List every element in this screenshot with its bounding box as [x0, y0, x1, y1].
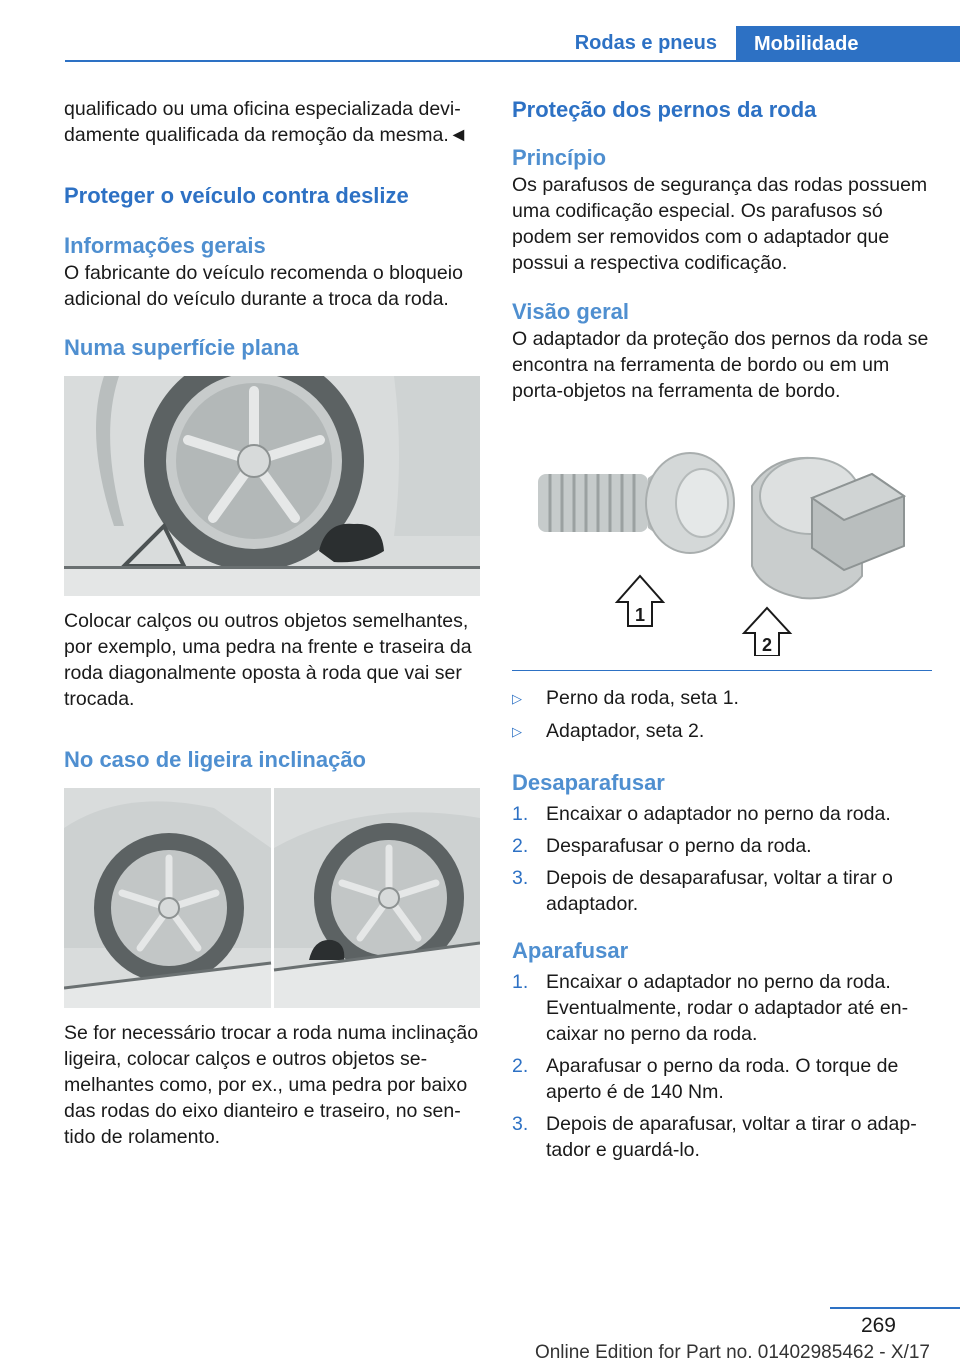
step-item [512, 865, 932, 917]
step-text: Encaixar o adaptador no perno da roda. [546, 803, 891, 825]
header-rule [65, 60, 960, 62]
slope-illustration [64, 788, 480, 1008]
bolt-adapter-illustration [512, 426, 928, 656]
left-column [64, 96, 482, 1150]
step-number: 3. [512, 1113, 529, 1135]
slope-illustration-svg [64, 788, 480, 1008]
list-marker: ▷ [512, 724, 522, 739]
list-item-text: Adaptador, seta 2. [546, 720, 705, 742]
overview-text: O adaptador da proteção dos pernos da roda se encontra na ferramenta de bordo ou em um porta-objetos na ferramenta de bordo. [512, 328, 929, 402]
slope-right-panel [274, 812, 480, 1008]
arrow-label-1: 1 [634, 605, 646, 625]
step-item [512, 969, 932, 1047]
step-text: Depois de desaparafusar, voltar a tirar o adaptador. [546, 867, 893, 915]
step-text: Depois de aparafusar, voltar a tirar o adaptador e guardá-lo. [546, 1113, 917, 1161]
heading-protect-vehicle: Proteger o veículo contra deslize [64, 183, 409, 208]
step-number: 1. [512, 803, 529, 825]
arrow-label-2: 2 [761, 635, 773, 655]
edition-note: Online Edition for Part no. 01402985462 - X/17 [534, 1342, 930, 1363]
heading-wheel-bolt-protection: Proteção dos pernos da roda [512, 97, 817, 122]
bolt-adapter-svg [512, 426, 928, 656]
heading-general-info: Informações gerais [64, 233, 266, 258]
step-item [512, 833, 932, 859]
screw-steps [512, 969, 932, 1163]
list-item [512, 718, 932, 745]
slope-text: Se for necessário trocar a roda numa inclinação ligeira, colocar calços e outros objetos semelhantes como, por ex., uma pedra por baixo das rodas do eixo dianteiro e traseiro, no sentido de rolamento. [64, 1022, 479, 1148]
flat-surface-illustration [64, 376, 480, 596]
step-number: 2. [512, 835, 529, 857]
flat-surface-illustration-svg [64, 376, 480, 596]
step-text: Desparafusar o perno da roda. [546, 835, 812, 857]
intro-text: qualificado ou uma oficina especializada devidamente qualificada da remoção da mesma.◄ [64, 98, 469, 146]
footer-rule [830, 1307, 960, 1309]
overview-list [512, 685, 932, 745]
step-item [512, 1053, 932, 1105]
heading-slope: No caso de ligeira inclinação [64, 747, 366, 772]
principle-text: Os parafusos de segurança das rodas possuem uma codificação especial. Os parafusos só podem ser removidos com o adaptador que possui a respectiva codificação. [512, 174, 928, 274]
step-number: 1. [512, 971, 529, 993]
header-chapter-tab: Mobilidade [736, 26, 960, 62]
step-text: Encaixar o adaptador no perno da roda. Eventualmente, rodar o adaptador até encaixar no perno da roda. [546, 971, 909, 1045]
list-item [512, 685, 932, 712]
heading-screw: Aparafusar [512, 938, 629, 963]
right-column [512, 96, 932, 1169]
adapter-drawing [752, 458, 904, 598]
list-item-text: Perno da roda, seta 1. [546, 687, 739, 709]
step-number: 2. [512, 1055, 529, 1077]
wheel-bolt-drawing [538, 453, 734, 553]
header-section-title: Rodas e pneus [574, 31, 717, 54]
step-item [512, 801, 932, 827]
heading-principle: Princípio [512, 145, 607, 170]
general-info-text: O fabricante do veículo recomenda o bloqueio adicional do veículo durante a troca da roda. [64, 262, 463, 310]
heading-unscrew: Desaparafusar [512, 770, 665, 795]
heading-overview: Visão geral [512, 299, 629, 324]
overview-list-rule [512, 670, 932, 745]
unscrew-steps [512, 801, 932, 917]
page-number: 269 [860, 1314, 896, 1337]
step-item [512, 1111, 932, 1163]
step-number: 3. [512, 867, 529, 889]
step-text: Aparafusar o perno da roda. O torque de aperto é de 140 Nm. [546, 1055, 899, 1103]
heading-flat-surface: Numa superfície plana [64, 335, 299, 360]
list-marker: ▷ [512, 691, 522, 706]
flat-surface-text: Colocar calços ou outros objetos semelhantes, por exemplo, uma pedra na frente e traseira da roda diagonalmente oposta à roda que vai ser trocada. [64, 610, 472, 710]
